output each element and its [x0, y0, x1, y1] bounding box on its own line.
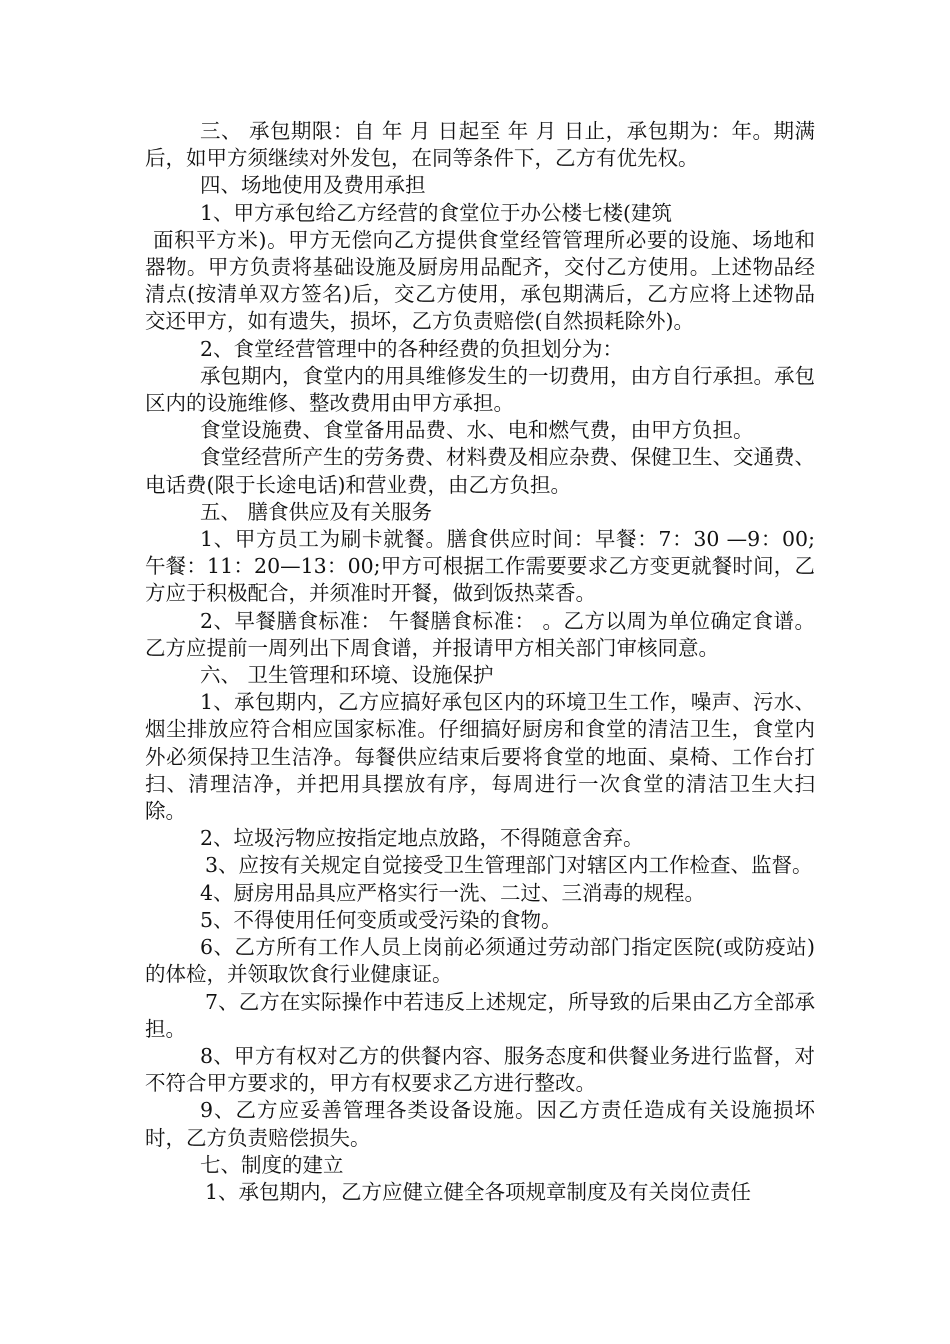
- clause-6-5: 5、不得使用任何变质或受污染的食物。: [200, 907, 562, 932]
- section-7-heading: 七、制度的建立: [200, 1152, 344, 1177]
- clause-4-2-c: 食堂经营所产生的劳务费、材料费及相应杂费、保健卫生、交通费、电话费(限于长途电话)和营业费，由乙方负担。: [145, 445, 815, 497]
- section-5-heading: 五、 膳食供应及有关服务: [200, 499, 433, 524]
- clause-5-1: 1、甲方员工为刷卡就餐。膳食供应时间：早餐：7：30 —9：00;午餐：11：20—13：00;甲方可根据工作需要要求乙方变更就餐时间，乙方应于积极配合，并须准时开餐，做到饭热菜香。: [145, 527, 815, 606]
- clause-6-9: 9、乙方应妥善管理各类设备设施。因乙方责任造成有关设施损坏时，乙方负责赔偿损失。: [145, 1098, 815, 1150]
- section-4-heading: 四、场地使用及费用承担: [200, 173, 426, 198]
- clause-4-1-line: 1、甲方承包给乙方经营的食堂位于办公楼七楼(建筑: [200, 200, 673, 225]
- clause-6-4: 4、厨房用品具应严格实行一洗、二过、三消毒的规程。: [200, 880, 706, 905]
- clause-6-6: 6、乙方所有工作人员上岗前必须通过劳动部门指定医院(或防疫站)的体检，并领取饮食行业健康证。: [145, 935, 815, 987]
- clause-3-contract-term: 三、 承包期限：自 年 月 日起至 年 月 日止，承包期为：年。期满后，如甲方须继续对外发包，在同等条件下，乙方有优先权。: [145, 119, 815, 171]
- clause-6-1: 1、承包期内，乙方应搞好承包区内的环境卫生工作，噪声、污水、烟尘排放应符合相应国家标准。仔细搞好厨房和食堂的清洁卫生，食堂内外必须保持卫生洁净。每餐供应结束后要将食堂的地面、桌椅、工作台打扫、清理洁净，并把用具摆放有序，每周进行一次食堂的清洁卫生大扫除。: [145, 690, 815, 824]
- clause-4-1-body: 面积平方米)。甲方无偿向乙方提供食堂经管管理所必要的设施、场地和器物。甲方负责将基础设施及厨房用品配齐，交付乙方使用。上述物品经清点(按清单双方签名)后，交乙方使用，承包期满后，乙方应将上述物品交还甲方，如有遗失，损坏，乙方负责赔偿(自然损耗除外)。: [145, 227, 815, 334]
- clause-7-1: 1、承包期内，乙方应健立健全各项规章制度及有关岗位责任: [205, 1179, 752, 1204]
- clause-6-2: 2、垃圾污物应按指定地点放路，不得随意舍弃。: [200, 826, 644, 851]
- clause-4-2: 2、食堂经营管理中的各种经费的负担划分为：: [200, 336, 624, 361]
- clause-4-2-a: 承包期内，食堂内的用具维修发生的一切费用，由方自行承担。承包区内的设施维修、整改费用由甲方承担。: [145, 363, 815, 416]
- clause-6-8: 8、甲方有权对乙方的供餐内容、服务态度和供餐业务进行监督，对不符合甲方要求的，甲方有权要求乙方进行整改。: [145, 1043, 815, 1096]
- document-body: [145, 118, 815, 1206]
- clause-4-2-b: 食堂设施费、食堂备用品费、水、电和燃气费，由甲方负担。: [200, 418, 754, 443]
- clause-6-7: 7、乙方在实际操作中若违反上述规定，所导致的后果由乙方全部承担。: [145, 989, 815, 1041]
- clause-5-2: 2、早餐膳食标准： 午餐膳食标准： 。乙方以周为单位确定食谱。乙方应提前一周列出下周食谱，并报请甲方相关部门审核同意。: [145, 608, 815, 660]
- section-6-heading: 六、 卫生管理和环境、设施保护: [200, 663, 494, 688]
- clause-6-3: 3、应按有关规定自觉接受卫生管理部门对辖区内工作检查、监督。: [205, 853, 813, 878]
